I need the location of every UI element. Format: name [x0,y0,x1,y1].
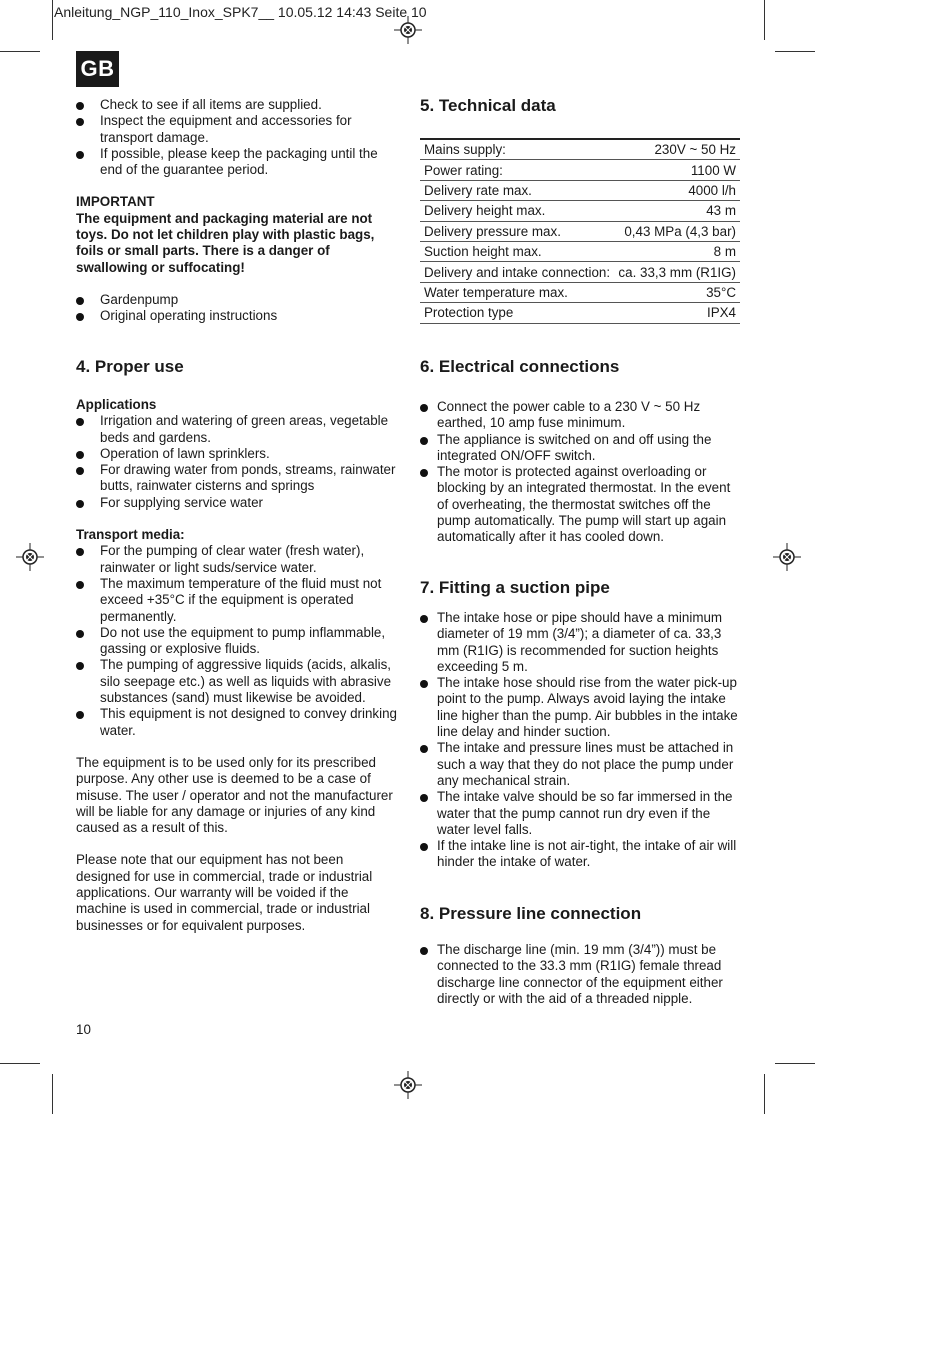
list-item: The motor is protected against overloading or blocking by an integrated thermostat. In the event of overheating, the thermostat switches off the pump automatically. The pump will start up again automatically after it has cooled down. [420,464,742,545]
spec-value: 4000 l/h [614,180,740,200]
suction-pipe-list [420,610,742,871]
section-title-technical-data: 5. Technical data [420,96,556,115]
spec-label: Power rating: [420,160,614,180]
list-item: Original operating instructions [76,308,401,324]
spec-label: Delivery rate max. [420,180,614,200]
list-item: For drawing water from ponds, streams, rainwater butts, rainwater cisterns and springs [76,462,401,495]
crop-mark [764,0,765,40]
electrical-connections-section [420,399,742,546]
warranty-paragraph: Please note that our equipment has not been designed for use in commercial, trade or industrial applications. Our warranty will be voided if the machine is used in commercial, trade or industrial businesses or for equivalent purposes. [76,852,373,933]
spec-label: Mains supply: [420,139,614,160]
list-item: The intake hose or pipe should have a minimum diameter of 19 mm (3/4”); a diameter of ca. 33,3 mm (R1IG) is recommended for suction heights exceeding 5 m. [420,610,742,675]
print-header: Anleitung_NGP_110_Inox_SPK7__ 10.05.12 14:43 Seite 10 [54,4,427,20]
applications-list [76,413,401,511]
list-item: The intake hose should rise from the water pick-up point to the pump. Always avoid laying the intake line higher than the pump. Air bubbles in the intake line delay and hinder suction. [420,675,742,740]
list-item: The discharge line (min. 19 mm (3/4”)) must be connected to the 33.3 mm (R1IG) female thread discharge line connector of the equipment either directly or with the aid of a threaded nipple. [420,942,742,1007]
spec-label: Delivery pressure max. [420,221,614,241]
pressure-line-list [420,942,742,1007]
proper-use-section [76,397,401,934]
crop-mark [52,1074,53,1114]
list-item: Check to see if all items are supplied. [76,97,401,113]
pressure-line-section [420,942,742,1007]
scope-of-delivery-list [76,292,401,325]
list-item: The pumping of aggressive liquids (acids, alkalis, silo seepage etc.) as well as liquids with abrasive substances (sand) must likewise be avoided. [76,657,401,706]
list-item: Do not use the equipment to pump inflammable, gassing or explosive fluids. [76,625,401,658]
spec-label: Delivery and intake connection: [420,262,614,282]
section-title-suction-pipe: 7. Fitting a suction pipe [420,578,610,597]
list-item: Inspect the equipment and accessories for transport damage. [76,113,401,146]
spec-label: Suction height max. [420,241,614,261]
list-item: The maximum temperature of the fluid must not exceed +35°C if the equipment is operated permanently. [76,576,401,625]
table-row [420,139,740,160]
crop-mark [0,1063,40,1064]
list-item: The appliance is switched on and off using the integrated ON/OFF switch. [420,432,742,465]
crop-mark [0,51,40,52]
table-row [420,160,740,180]
list-item: The intake and pressure lines must be attached in such a way that they do not place the pump under any mechanical strain. [420,740,742,789]
list-item: Operation of lawn sprinklers. [76,446,401,462]
table-row [420,262,740,282]
registration-mark-icon [394,1071,422,1099]
proper-use-paragraph: The equipment is to be used only for its prescribed purpose. Any other use is deemed to be a case of misuse. The user / operator and not the manufacturer will be liable for any damage or injuries of any kind caused as a result of this. [76,754,393,836]
spec-value: 1100 W [614,160,740,180]
registration-mark-icon [394,16,422,44]
suction-pipe-section [420,610,742,871]
table-row [420,221,740,241]
section-title-proper-use: 4. Proper use [76,357,184,376]
important-text: The equipment and packaging material are not toys. Do not let children play with plastic bags, foils or small parts. There is a danger of swallowing or suffocating! [76,210,375,275]
spec-value: 0,43 MPa (4,3 bar) [614,221,740,241]
crop-mark [52,0,53,40]
spec-value: 8 m [614,241,740,261]
page-number: 10 [76,1022,91,1037]
important-heading: IMPORTANT [76,194,155,210]
spec-value: 35°C [614,282,740,302]
crop-mark [775,51,815,52]
section-title-pressure-line: 8. Pressure line connection [420,904,642,923]
list-item: Gardenpump [76,292,401,308]
table-row [420,180,740,200]
spec-label: Protection type [420,303,614,323]
spec-value: 230V ~ 50 Hz [614,139,740,160]
technical-data-table [420,138,740,324]
table-row [420,282,740,302]
registration-mark-icon [16,543,44,571]
list-item: Irrigation and watering of green areas, vegetable beds and gardens. [76,413,401,446]
list-item: For supplying service water [76,495,401,511]
registration-mark-icon [773,543,801,571]
check-list [76,97,401,178]
applications-heading: Applications [76,397,157,412]
list-item: If the intake line is not air-tight, the intake of air will hinder the intake of water. [420,838,742,871]
list-item: For the pumping of clear water (fresh water), rainwater or light suds/service water. [76,543,401,576]
spec-value: ca. 33,3 mm (R1IG) [614,262,740,282]
electrical-list [420,399,742,546]
intro-section [76,97,401,325]
table-row [420,303,740,323]
section-title-electrical-connections: 6. Electrical connections [420,357,620,376]
list-item: Connect the power cable to a 230 V ~ 50 Hz earthed, 10 amp fuse minimum. [420,399,742,432]
transport-media-list [76,543,401,739]
spec-value: IPX4 [614,303,740,323]
crop-mark [764,1074,765,1114]
language-badge: GB [76,51,119,87]
transport-media-heading: Transport media: [76,527,185,543]
spec-label: Water temperature max. [420,282,614,302]
spec-value: 43 m [614,201,740,221]
list-item: The intake valve should be so far immersed in the water that the pump cannot run dry even if the water level falls. [420,789,742,838]
list-item: This equipment is not designed to convey drinking water. [76,706,401,739]
spec-label: Delivery height max. [420,201,614,221]
crop-mark [775,1063,815,1064]
table-row [420,241,740,261]
list-item: If possible, please keep the packaging until the end of the guarantee period. [76,146,401,179]
table-row [420,201,740,221]
